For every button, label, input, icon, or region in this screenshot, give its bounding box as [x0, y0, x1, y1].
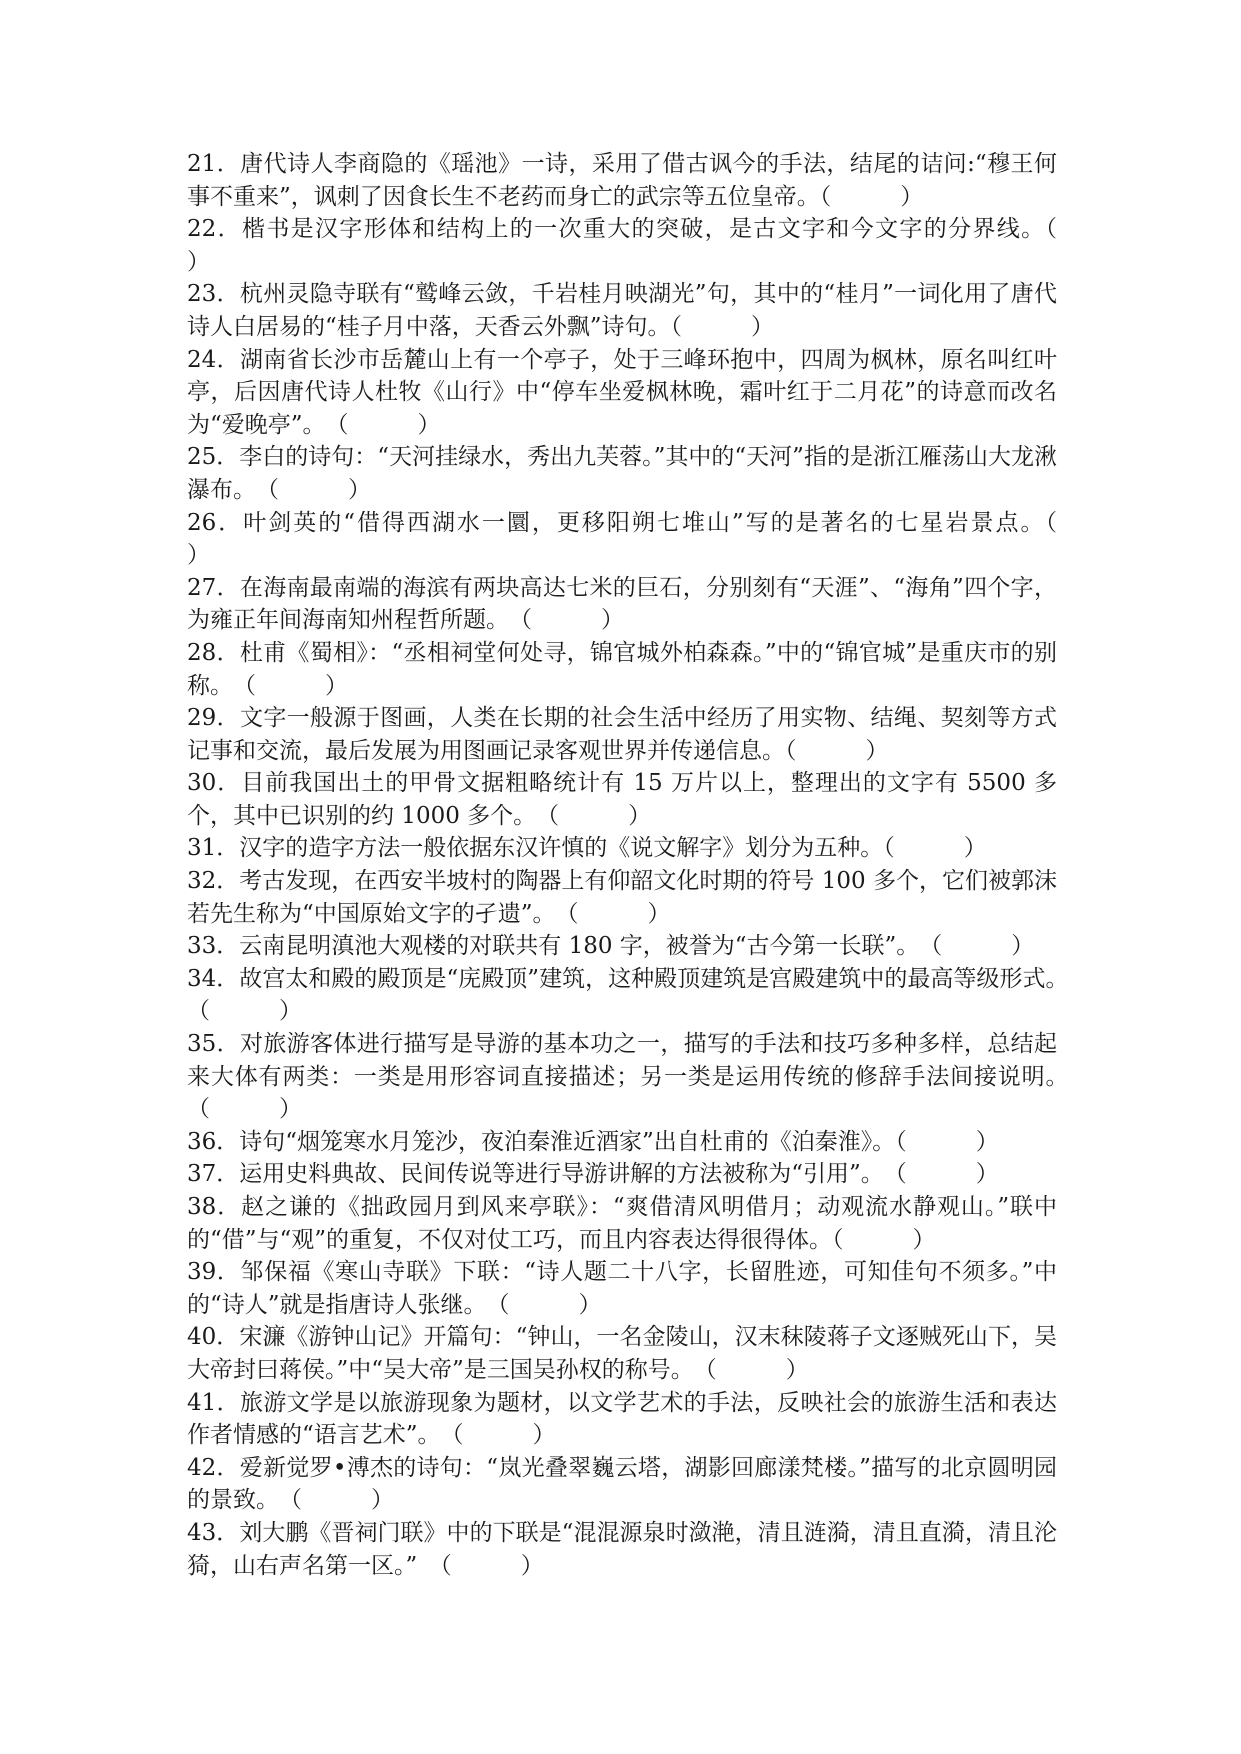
question-list: [187, 148, 1126, 1582]
question-22: 22．楷书是汉字形体和结构上的一次重大的突破，是古文字和今文字的分界线。（ ）: [187, 216, 1126, 275]
question-34: 34．故宫太和殿的殿顶是“庑殿顶”建筑，这种殿顶建筑是宫殿建筑中的最高等级形式。 （ ）: [187, 965, 1080, 1025]
question-26: 26．叶剑英的“借得西湖水一圜，更移阳朔七堆山”写的是著名的七星岩景点。（ ）: [187, 509, 1126, 569]
question-30: 30．目前我国出土的甲骨文据粗略统计有 15 万片以上，整理出的文字有 5500 多个，其中已识别的约 1000 多个。 （ ）: [187, 770, 1057, 829]
question-25: 25．李白的诗句：“天河挂绿水，秀出九芙蓉。”其中的“天河”指的是浙江雁荡山大龙湫瀑布。 （ ）: [187, 444, 1057, 503]
question-42: 42．爱新觉罗•溥杰的诗句：“岚光叠翠巍云塔，湖影回廊漾梵楼。”描写的北京圆明园的景致。 （ ）: [187, 1454, 1057, 1514]
question-36: 36．诗句“烟笼寒水月笼沙，夜泊秦淮近酒家”出自杜甫的《泊秦淮》。（ ）: [187, 1128, 999, 1155]
question-27: 27．在海南最南端的海滨有两块高达七米的巨石，分别刻有“天涯”、“海角”四个字，为雍正年间海南知州程哲所题。 （ ）: [187, 574, 1057, 634]
question-28: 28．杜甫《蜀相》：“丞相祠堂何处寻，锦官城外柏森森。”中的“锦官城”是重庆市的别称。 （ ）: [187, 639, 1057, 699]
question-33: 33．云南昆明滇池大观楼的对联共有 180 字，被誉为“古今第一长联”。 （ ）: [187, 933, 1035, 960]
question-35: 35．对旅游客体进行描写是导游的基本功之一，描写的手法和技巧多种多样，总结起来大体有两类：一类是用形容词直接描述；另一类是运用传统的修辞手法间接说明。 （ ）: [187, 1031, 1080, 1123]
question-29: 29．文字一般源于图画，人类在长期的社会生活中经历了用实物、结绳、契刻等方式记事和交流，最后发展为用图画记录客观世界并传递信息。（ ）: [187, 705, 1057, 764]
question-23: 23．杭州灵隐寺联有“鹫峰云敛，千岩桂月映湖光”句，其中的“桂月”一词化用了唐代诗人白居易的“桂子月中落，天香云外飘”诗句。（ ）: [187, 281, 1057, 340]
question-43: 43．刘大鹏《晋祠门联》中的下联是“混混源泉时潋滟，清且涟漪，清且直漪，清且沦猗，山右声名第一区。” （ ）: [187, 1519, 1057, 1579]
question-39: 39．邹保福《寒山寺联》下联：“诗人题二十八字，长留胜迹，可知佳句不须多。”中的“诗人”就是指唐诗人张继。 （ ）: [187, 1259, 1057, 1318]
question-38: 38．赵之谦的《拙政园月到风来亭联》：“爽借清风明借月；动观流水静观山。”联中的“借”与“观”的重复，不仅对仗工巧，而且内容表达得很得体。（ ）: [187, 1194, 1057, 1253]
question-24: 24．湖南省长沙市岳麓山上有一个亭子，处于三峰环抱中，四周为枫林，原名叫红叶亭，后因唐代诗人杜牧《山行》中“停车坐爱枫林晚，霜叶红于二月花”的诗意而改名为“爱晚亭”。 （ ）: [187, 346, 1057, 438]
question-41: 41．旅游文学是以旅游现象为题材，以文学艺术的手法，反映社会的旅游生活和表达作者情感的“语言艺术”。 （ ）: [187, 1389, 1057, 1449]
question-32: 32．考古发现，在西安半坡村的陶器上有仰韶文化时期的符号 100 多个，它们被郭沫若先生称为“中国原始文字的孑遗”。 （ ）: [187, 868, 1057, 927]
question-37: 37．运用史料典故、民间传说等进行导游讲解的方法被称为“引用”。 （ ）: [187, 1161, 999, 1188]
question-21: 21．唐代诗人李商隐的《瑶池》一诗，采用了借古讽今的手法，结尾的诘问:“穆王何事不重来”，讽刺了因食长生不老药而身亡的武宗等五位皇帝。（ ）: [187, 151, 1057, 210]
question-40: 40．宋濂《游钟山记》开篇句：“钟山，一名金陵山，汉末秣陵蒋子文逐贼死山下，吴大帝封曰蒋侯。”中“吴大帝”是三国吴孙权的称号。 （ ）: [187, 1324, 1057, 1383]
question-31: 31．汉字的造字方法一般依据东汉许慎的《说文解字》划分为五种。（ ）: [187, 835, 987, 862]
